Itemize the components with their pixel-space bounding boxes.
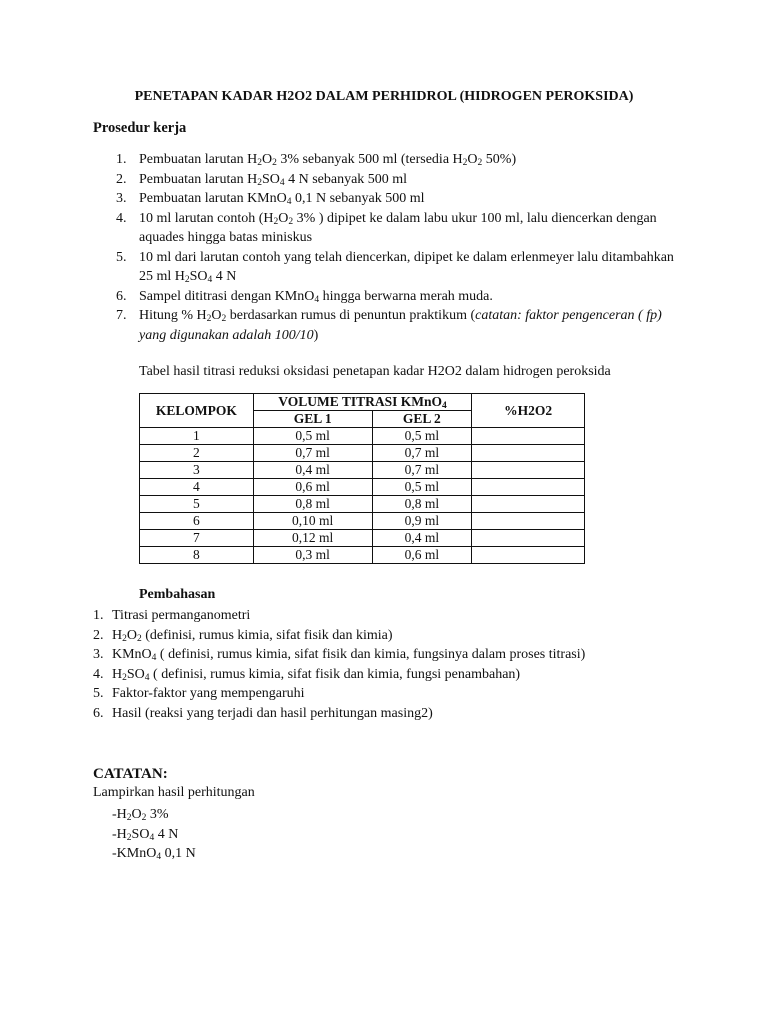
header-kelompok: KELOMPOK xyxy=(140,394,254,428)
item-text: $H_2O_2$ (definisi, rumus kimia, sifat fisik dan kimia) xyxy=(112,627,393,644)
attachment-item: $-H_2SO_4$ 4 N xyxy=(112,826,179,843)
step-text: Sampel dititrasi dengan KMnO$_4$ hingga berwarna merah muda. xyxy=(139,288,493,305)
cell-percent xyxy=(472,462,585,479)
item-text: Faktor-faktor yang mempengaruhi xyxy=(112,686,305,701)
procedure-step xyxy=(93,209,683,248)
table-row xyxy=(140,547,585,564)
cell-gel1: 0,3 ml xyxy=(253,547,372,564)
discussion-item xyxy=(93,606,585,626)
item-number: 1. xyxy=(93,608,104,623)
discussion-item xyxy=(93,684,585,704)
cell-kelompok: 7 xyxy=(140,530,254,547)
cell-gel1: 0,8 ml xyxy=(253,496,372,513)
item-number: 5. xyxy=(93,686,104,701)
notes-text: Lampirkan hasil perhitungan xyxy=(93,785,255,800)
procedure-step xyxy=(93,287,683,307)
procedure-heading: Prosedur kerja xyxy=(93,120,187,136)
step-number: 2. xyxy=(116,171,127,187)
cell-gel1: 0,5 ml xyxy=(253,428,372,445)
discussion-item xyxy=(93,704,585,724)
cell-gel2: 0,7 ml xyxy=(372,462,472,479)
step-text: Pembuatan larutan KMnO$_4$ 0,1 N sebanyak 500 ml xyxy=(139,191,425,207)
cell-gel1: 0,6 ml xyxy=(253,479,372,496)
procedure-step xyxy=(93,150,683,170)
step-number: 4. xyxy=(116,210,127,226)
cell-gel2: 0,7 ml xyxy=(372,445,472,462)
step-number: 1. xyxy=(116,152,127,167)
document-title: PENETAPAN KADAR H2O2 DALAM PERHIDROL (HIDROGEN PEROKSIDA) xyxy=(134,89,634,104)
cell-kelompok: 4 xyxy=(140,479,254,496)
item-text: Hasil (reaksi yang terjadi dan hasil perhitungan masing2) xyxy=(112,705,433,721)
table-row xyxy=(140,479,585,496)
cell-percent xyxy=(472,530,585,547)
table-row xyxy=(140,445,585,462)
item-number: 2. xyxy=(93,627,104,643)
header-percent: %H2O2 xyxy=(472,394,585,428)
header-volume: VOLUME TITRASI KMnO$_4$ xyxy=(253,394,471,411)
step-text: 10 ml larutan contoh ($H_2O_2$ 3% ) dipipet ke dalam labu ukur 100 ml, lalu diencerkan dengan aquades hingga batas miniskus xyxy=(139,210,657,245)
cell-gel2: 0,5 ml xyxy=(372,428,472,445)
item-number: 4. xyxy=(93,666,104,682)
procedure-steps xyxy=(93,150,683,345)
step-number: 3. xyxy=(116,191,127,206)
step-text: 10 ml dari larutan contoh yang telah diencerkan, dipipet ke dalam erlenmeyer lalu ditambahkan 25 ml $H_2SO_4$ 4 N xyxy=(139,249,674,285)
cell-gel2: 0,6 ml xyxy=(372,547,472,564)
cell-percent xyxy=(472,479,585,496)
discussion-list xyxy=(93,606,585,723)
cell-gel2: 0,4 ml xyxy=(372,530,472,547)
cell-percent xyxy=(472,513,585,530)
step-number: 5. xyxy=(116,249,127,265)
attachment-list xyxy=(112,805,196,864)
step-number: 7. xyxy=(116,308,127,323)
cell-percent xyxy=(472,428,585,445)
procedure-step xyxy=(93,248,683,287)
table-row xyxy=(140,496,585,513)
item-text: KMnO$_4$ ( definisi, rumus kimia, sifat fisik dan kimia, fungsinya dalam proses titrasi) xyxy=(112,647,586,663)
cell-gel2: 0,8 ml xyxy=(372,496,472,513)
table-row xyxy=(140,428,585,445)
procedure-step xyxy=(93,170,683,190)
item-number: 6. xyxy=(93,705,104,721)
cell-gel1: 0,10 ml xyxy=(253,513,372,530)
cell-gel1: 0,12 ml xyxy=(253,530,372,547)
table-row xyxy=(140,462,585,479)
titration-table xyxy=(139,393,585,564)
cell-percent xyxy=(472,445,585,462)
cell-gel1: 0,7 ml xyxy=(253,445,372,462)
step-text: Pembuatan larutan $H_2SO_4$ 4 N sebanyak 500 ml xyxy=(139,171,408,188)
cell-percent xyxy=(472,496,585,513)
notes-heading: CATATAN: xyxy=(93,766,168,782)
attachment-item: $-H_2O_2$ 3% xyxy=(112,807,169,823)
step-text: Hitung % $H_2O_2$ berdasarkan rumus di penuntun praktikum (catatan: faktor pengenceran ( fp) yang digunakan adalah 100/10) xyxy=(139,308,662,343)
item-text: $H_2SO_4$ ( definisi, rumus kimia, sifat fisik dan kimia, fungsi penambahan) xyxy=(112,666,521,683)
table-row xyxy=(140,530,585,547)
procedure-step xyxy=(93,306,683,345)
cell-gel2: 0,9 ml xyxy=(372,513,472,530)
cell-kelompok: 5 xyxy=(140,496,254,513)
cell-percent xyxy=(472,547,585,564)
cell-kelompok: 2 xyxy=(140,445,254,462)
item-text: Titrasi permanganometri xyxy=(112,608,251,623)
cell-kelompok: 6 xyxy=(140,513,254,530)
discussion-item xyxy=(93,645,585,665)
discussion-item xyxy=(93,626,585,646)
cell-gel2: 0,5 ml xyxy=(372,479,472,496)
procedure-step xyxy=(93,189,683,209)
header-gel2: GEL 2 xyxy=(372,411,472,428)
cell-kelompok: 1 xyxy=(140,428,254,445)
item-number: 3. xyxy=(93,647,104,662)
table-caption: Tabel hasil titrasi reduksi oksidasi penetapan kadar H2O2 dalam hidrogen peroksida xyxy=(139,364,611,379)
attachment-item: -KMnO$_4$ 0,1 N xyxy=(112,846,196,862)
table-row xyxy=(140,513,585,530)
header-gel1: GEL 1 xyxy=(253,411,372,428)
discussion-heading: Pembahasan xyxy=(139,587,216,602)
cell-kelompok: 8 xyxy=(140,547,254,564)
cell-gel1: 0,4 ml xyxy=(253,462,372,479)
cell-kelompok: 3 xyxy=(140,462,254,479)
step-text: Pembuatan larutan $H_2O_2$ 3% sebanyak 500 ml (tersedia $H_2O_2$ 50%) xyxy=(139,152,517,168)
step-number: 6. xyxy=(116,288,127,304)
discussion-item xyxy=(93,665,585,685)
